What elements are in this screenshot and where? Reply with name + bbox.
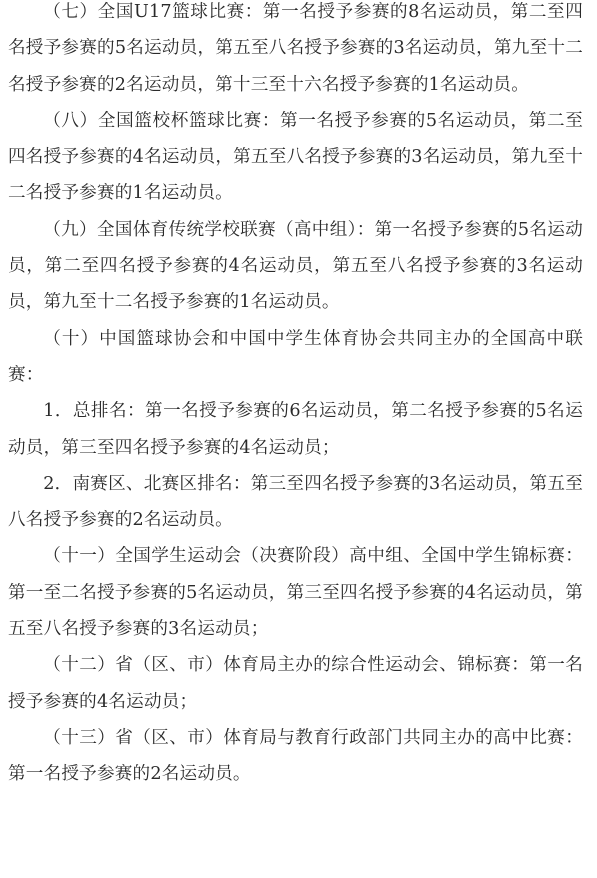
paragraph-item-10: （十）中国篮球协会和中国中学生体育协会共同主办的全国高中联赛： bbox=[8, 328, 583, 385]
paragraph-subitem-1: 1．总排名：第一名授予参赛的6名运动员，第二名授予参赛的5名运动员，第三至四名授予参赛的4名运动员； bbox=[8, 401, 583, 458]
paragraph-item-13: （十三）省（区、市）体育局与教育行政部门共同主办的高中比赛：第一名授予参赛的2名运动员。 bbox=[8, 727, 583, 785]
paragraph-item-8: （八）全国篮校杯篮球比赛：第一名授予参赛的5名运动员，第二至四名授予参赛的4名运动员，第五至八名授予参赛的3名运动员，第九至十二名授予参赛的1名运动员。 bbox=[8, 110, 583, 204]
paragraph-subitem-2: 2．南赛区、北赛区排名：第三至四名授予参赛的3名运动员，第五至八名授予参赛的2名运动员。 bbox=[8, 473, 583, 531]
paragraph-item-9: （九）全国体育传统学校联赛（高中组）：第一名授予参赛的5名运动员，第二至四名授予参赛的4名运动员，第五至八名授予参赛的3名运动员，第九至十二名授予参赛的1名运动员。 bbox=[8, 219, 583, 313]
paragraph-item-11: （十一）全国学生运动会（决赛阶段）高中组、全国中学生锦标赛：第一至二名授予参赛的5名运动员，第三至四名授予参赛的4名运动员，第五至八名授予参赛的3名运动员； bbox=[8, 546, 583, 640]
paragraph-item-7: （七）全国U17篮球比赛：第一名授予参赛的8名运动员，第二至四名授予参赛的5名运动员，第五至八名授予参赛的3名运动员，第九至十二名授予参赛的2名运动员，第十三至十六名授予参赛的1名运动员。 bbox=[8, 2, 583, 95]
paragraph-item-12: （十二）省（区、市）体育局主办的综合性运动会、锦标赛：第一名授予参赛的4名运动员； bbox=[8, 655, 583, 712]
